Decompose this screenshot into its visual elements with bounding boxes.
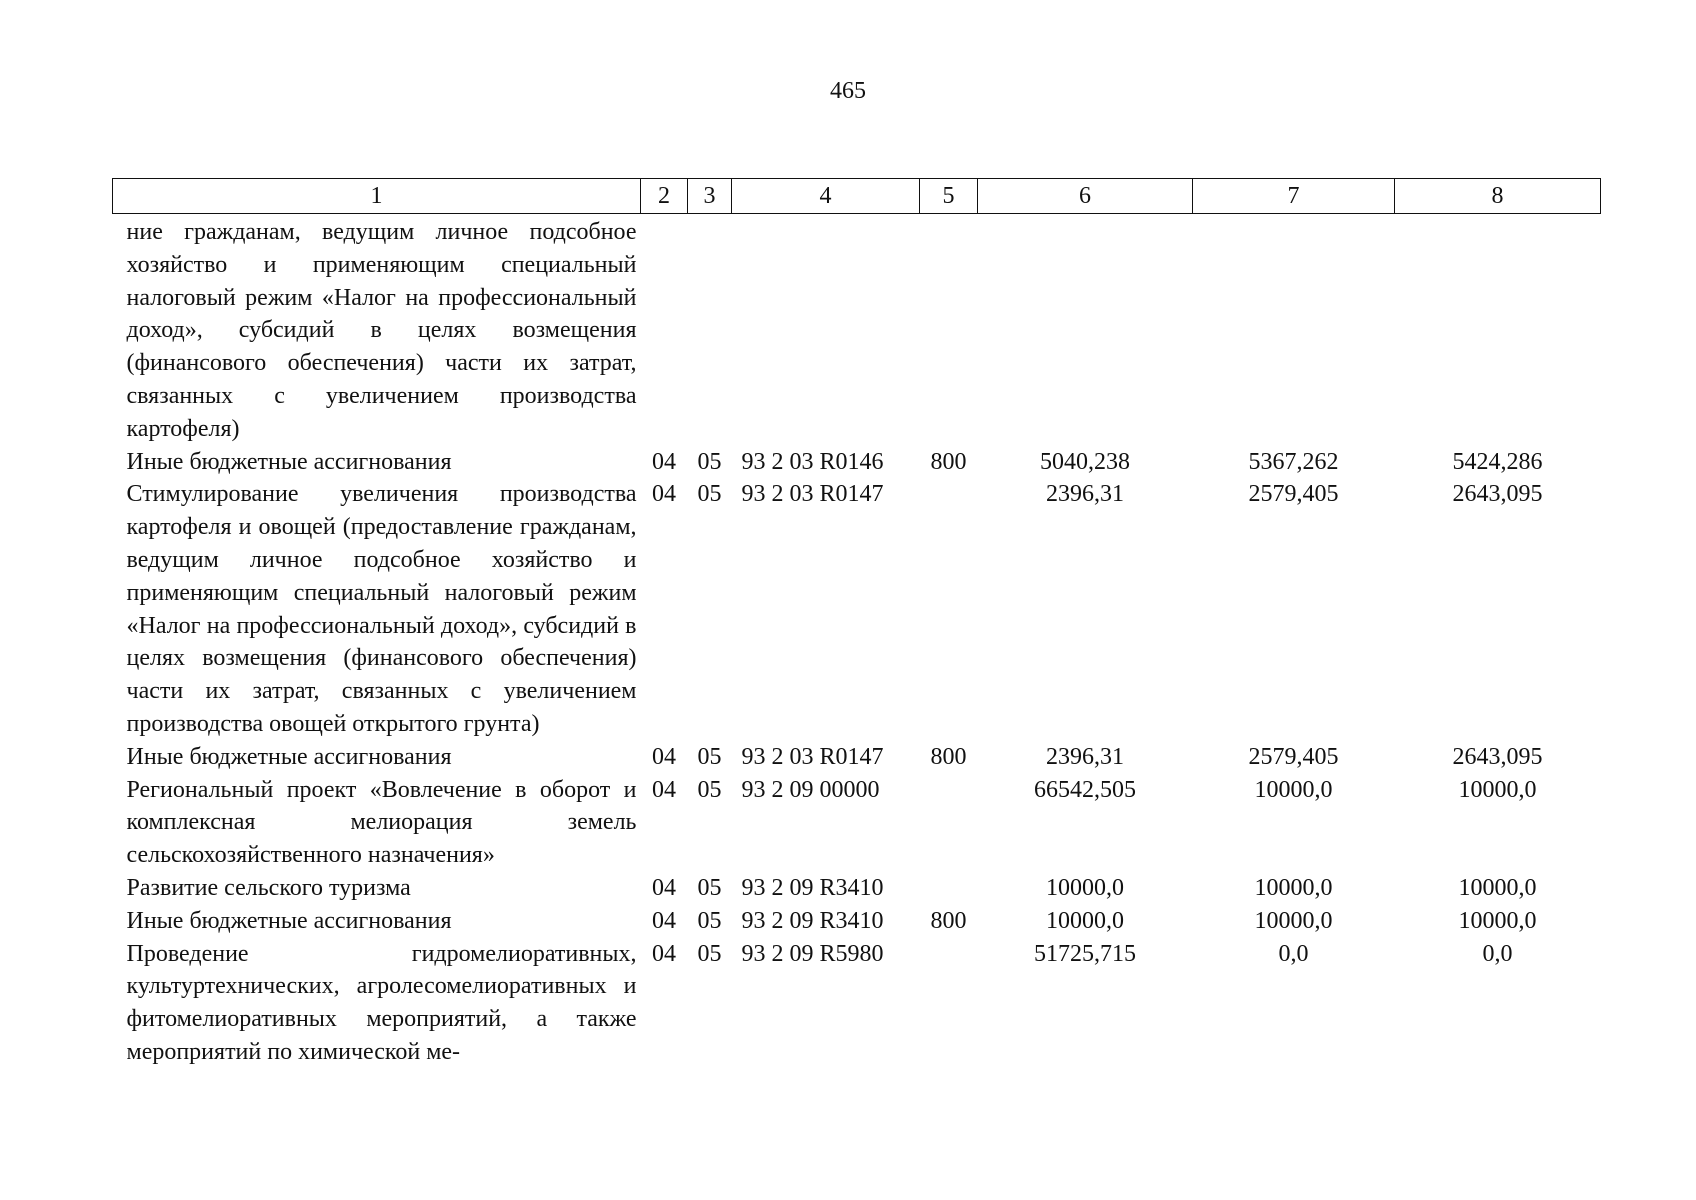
header-col-5: 5: [920, 179, 978, 214]
table-row: [113, 741, 1601, 774]
row-amount-col8: 10000,0: [1458, 907, 1537, 934]
table-header: [113, 179, 1601, 214]
row-expense-type: [920, 872, 978, 905]
row-amount-col6: 2396,31: [1046, 481, 1124, 508]
row-expense-type: [920, 478, 978, 740]
header-col-6: 6: [978, 179, 1193, 214]
row-target-code: 93 2 09 00000: [741, 776, 880, 803]
table-body: [113, 214, 1601, 1069]
row-expense-type: 800: [930, 743, 967, 770]
header-col-7: 7: [1193, 179, 1395, 214]
row-section: 04: [652, 907, 676, 934]
row-name: Региональный проект «Вовлечение в оборот и комплексная мелиорация земель сельскохозяйственного назначения»: [126, 776, 637, 869]
row-name: Стимулирование увеличения производства картофеля и овощей (предоставление гражданам, ведущим личное подсобное хозяйство и применяющим специальный налоговый режим «Налог на профессиональный доход», субсидий в целях возмещения (финансового обеспечения) части их затрат, связанных с увеличением производства овощей открытого грунта): [126, 481, 637, 737]
row-amount-col8: [1395, 214, 1601, 446]
row-amount-col7: 5367,262: [1248, 448, 1339, 475]
row-amount-col6: 10000,0: [1046, 874, 1124, 901]
row-amount-col7: 2579,405: [1248, 743, 1339, 770]
budget-table-grid: [112, 178, 1601, 1069]
table-row: [113, 774, 1601, 872]
header-col-3: 3: [688, 179, 732, 214]
row-amount-col7: 2579,405: [1248, 481, 1339, 508]
row-name: Проведение гидромелиоративных, культуртехнических, агролесомелиоративных и фитомелиоративных мероприятий, а также мероприятий по химической ме-: [126, 940, 637, 1065]
row-name: Иные бюджетные ассигнования: [126, 448, 452, 475]
row-name: Развитие сельского туризма: [126, 874, 411, 901]
row-expense-type: 800: [930, 907, 967, 934]
row-amount-col7: [1193, 214, 1395, 446]
row-amount-col6: 66542,505: [1034, 776, 1136, 803]
row-amount-col6: 10000,0: [1046, 907, 1124, 934]
row-subsection: 05: [697, 481, 722, 508]
row-expense-type: [920, 938, 978, 1069]
row-name: ние гражданам, ведущим личное подсобное хозяйство и применяющим специальный налоговый режим «Налог на профессиональный доход», субсидий в целях возмещения (финансового обеспечения) части их затрат, связанных с увеличением производства картофеля): [126, 219, 637, 442]
header-col-2: 2: [641, 179, 688, 214]
row-target-code: 93 2 09 R3410: [741, 874, 884, 901]
table-row: [113, 478, 1601, 740]
table-row: [113, 214, 1601, 446]
header-col-1: 1: [113, 179, 641, 214]
row-subsection: 05: [697, 776, 722, 803]
row-amount-col8: 2643,095: [1452, 743, 1543, 770]
row-section: 04: [652, 743, 676, 770]
row-subsection: 05: [697, 448, 722, 475]
row-target-code: 93 2 09 R5980: [741, 940, 884, 967]
header-row: [113, 179, 1601, 214]
row-amount-col8: 5424,286: [1452, 448, 1543, 475]
row-expense-type: [920, 774, 978, 872]
row-section: 04: [652, 874, 676, 901]
row-amount-col6: 5040,238: [1040, 448, 1130, 475]
row-target-code: 93 2 09 R3410: [741, 907, 884, 934]
row-amount-col7: 0,0: [1278, 940, 1309, 967]
row-amount-col8: 10000,0: [1458, 776, 1537, 803]
row-section: 04: [652, 940, 676, 967]
row-expense-type: [920, 214, 978, 446]
row-subsection: 05: [697, 907, 722, 934]
row-section: [641, 214, 688, 446]
row-expense-type: 800: [930, 448, 967, 475]
header-col-8: 8: [1395, 179, 1601, 214]
row-amount-col6: [978, 214, 1193, 446]
row-section: 04: [652, 481, 676, 508]
row-subsection: [688, 214, 732, 446]
table-row: [113, 872, 1601, 905]
table-row: [113, 905, 1601, 938]
budget-table: [112, 178, 1600, 1069]
row-section: 04: [652, 776, 676, 803]
row-name: Иные бюджетные ассигнования: [126, 907, 452, 934]
row-amount-col7: 10000,0: [1254, 874, 1333, 901]
row-section: 04: [652, 448, 676, 475]
page-number: 465: [830, 78, 866, 104]
row-subsection: 05: [697, 743, 722, 770]
header-col-4: 4: [732, 179, 920, 214]
row-target-code: 93 2 03 R0147: [741, 743, 884, 770]
row-amount-col6: 51725,715: [1034, 940, 1136, 967]
row-subsection: 05: [697, 874, 722, 901]
row-amount-col7: 10000,0: [1254, 907, 1333, 934]
row-target-code: [732, 214, 920, 446]
table-row: [113, 446, 1601, 479]
table-row: [113, 938, 1601, 1069]
row-subsection: 05: [697, 940, 722, 967]
row-amount-col8: 0,0: [1482, 940, 1513, 967]
row-target-code: 93 2 03 R0147: [741, 481, 884, 508]
row-amount-col7: 10000,0: [1254, 776, 1333, 803]
row-amount-col6: 2396,31: [1046, 743, 1124, 770]
row-name: Иные бюджетные ассигнования: [126, 743, 452, 770]
row-amount-col8: 2643,095: [1452, 481, 1543, 508]
row-target-code: 93 2 03 R0146: [741, 448, 884, 475]
row-amount-col8: 10000,0: [1458, 874, 1537, 901]
